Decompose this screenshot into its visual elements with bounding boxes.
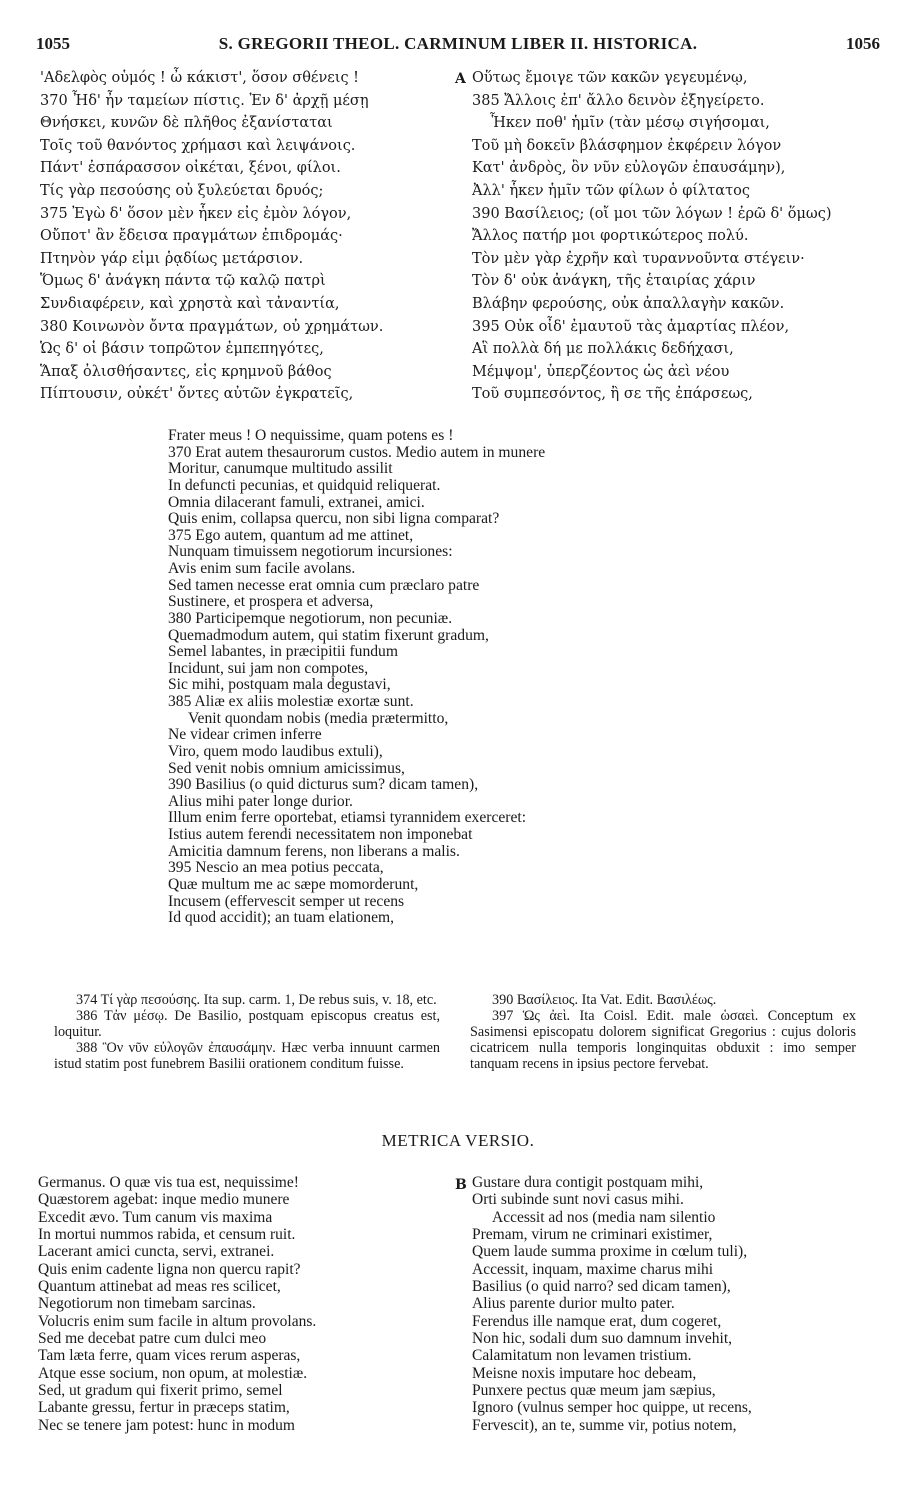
latin-line: Frater meus ! O nequissime, quam potens es ! bbox=[168, 427, 454, 444]
latin-line: Semel labantes, in præcipitii fundum bbox=[168, 643, 398, 661]
greek-text-right-column bbox=[472, 67, 832, 406]
latin-line: Istius autem ferendi necessitatem non imponebat bbox=[168, 826, 473, 843]
greek-line: Τοῦ συμπεσόντος, ἢ σε τῆς ἐπάρσεως, bbox=[472, 386, 753, 403]
latin-line: Amicitia damnum ferens, non liberans a malis. bbox=[168, 842, 460, 860]
verse-line: Atque esse socium, non opum, at molestiæ. bbox=[38, 1364, 308, 1382]
latin-line: In defuncti pecunias, et quidquid reliquerat. bbox=[168, 476, 441, 494]
greek-line: 375 Ἐγὼ δ' ὅσον μὲν ἧκεν εἰς ἐμὸν λόγον, bbox=[40, 205, 352, 222]
verse-line: Gustare dura contigit postquam mihi, bbox=[472, 1174, 704, 1191]
latin-line: 370 Erat autem thesaurorum custos. Medio autem in munere bbox=[168, 443, 546, 461]
latin-line: Incusem (effervescit semper ut recens bbox=[168, 892, 405, 910]
verse-line: Quæstorem agebat: inque medio munere bbox=[38, 1191, 290, 1209]
greek-line: Τοῖς τοῦ θανόντος χρήμασι καὶ λειψάνοις. bbox=[40, 137, 356, 154]
verse-line: Ferendus ille namque erat, dum cogeret, bbox=[472, 1312, 722, 1330]
greek-line: Οὕτως ἔμοιγε τῶν κακῶν γεγευμένῳ, bbox=[472, 70, 748, 86]
latin-line: Sed tamen necesse erat omnia cum præclaro patre bbox=[168, 576, 480, 594]
greek-line: Τοῦ μὴ δοκεῖν βλάσφημον ἐκφέρειν λόγον bbox=[472, 137, 782, 154]
latin-line: 385 Aliæ ex aliis molestiæ exortæ sunt. bbox=[168, 693, 414, 710]
greek-line: Ἧκεν ποθ' ἡμῖν (τὰν μέσῳ σιγήσομαι, bbox=[490, 115, 770, 132]
latin-line: Moritur, canumque multitudo assilit bbox=[168, 460, 393, 478]
verse-line: Accessit, inquam, maxime charus mihi bbox=[472, 1260, 714, 1278]
latin-line: Quis enim, collapsa quercu, non sibi ligna comparat? bbox=[168, 510, 500, 528]
latin-line: Sic mihi, postquam mala degustavi, bbox=[168, 676, 391, 694]
latin-line: Sed venit nobis omnium amicissimus, bbox=[168, 759, 405, 777]
verse-line: Volucris enim sum facile in altum provolans. bbox=[38, 1312, 317, 1330]
verse-line: Orti subinde sunt novi casus mihi. bbox=[472, 1191, 684, 1209]
greek-text-left-column bbox=[40, 67, 383, 406]
metrical-version-right bbox=[472, 1174, 752, 1434]
verse-line: Nec se tenere jam potest: hunc in modum bbox=[38, 1416, 295, 1434]
column-marker-b: B bbox=[455, 1177, 467, 1193]
footnote: 386 Τἀν μέσῳ. De Basilio, postquam episcopus creatus est, loquitur. bbox=[54, 1008, 440, 1040]
greek-line: 395 Οὐκ οἶδ' ἐμαυτοῦ τὰς ἁμαρτίας πλέον, bbox=[472, 318, 790, 335]
greek-line: Τὸν μὲν γὰρ ἐχρῆν καὶ τυραννοῦντα στέγειν· bbox=[472, 250, 805, 267]
section-title: METRICA VERSIO. bbox=[381, 1131, 535, 1150]
latin-line: 390 Basilius (o quid dicturus sum? dicam tamen), bbox=[168, 776, 479, 794]
latin-line: Venit quondam nobis (media prætermitto, bbox=[188, 709, 449, 727]
verse-line: Calamitatum non levamen tristium. bbox=[472, 1347, 692, 1365]
column-marker-a: A bbox=[455, 71, 466, 87]
verse-line: Basilius (o quid narro? sed dicam tamen), bbox=[472, 1277, 731, 1295]
latin-line: Quæ multum me ac sæpe momorderunt, bbox=[168, 875, 419, 893]
greek-line: Βλάβην φερούσης, οὐκ ἀπαλλαγὴν κακῶν. bbox=[472, 295, 785, 312]
greek-line: Ἀλλ' ἧκεν ἡμῖν τῶν φίλων ὁ φίλτατος bbox=[472, 182, 750, 199]
footnote: 388 Ὃν νῦν εὐλογῶν ἐπαυσάμην. Hæc verba innuunt carmen istud statim post funebrem Basilii orationem conditum fuisse. bbox=[54, 1040, 440, 1072]
latin-line: Nunquam timuissem negotiorum incursiones: bbox=[168, 543, 453, 561]
verse-line: Non hic, sodali dum suo damnum invehit, bbox=[472, 1329, 733, 1347]
verse-line: Alius parente durior multo pater. bbox=[472, 1295, 675, 1313]
verse-line: Ignoro (vulnus semper hoc quippe, ut recens, bbox=[472, 1399, 752, 1417]
latin-line: 380 Participemque negotiorum, non pecuniæ. bbox=[168, 609, 453, 627]
latin-line: Id quod accidit); an tuam elationem, bbox=[168, 909, 395, 927]
verse-line: Accessit ad nos (media nam silentio bbox=[492, 1208, 716, 1226]
verse-line: Sed me decebat patre cum dulci meo bbox=[38, 1329, 267, 1347]
greek-line: Ἅπαξ ὀλισθήσαντες, εἰς κρημνοῦ βάθος bbox=[40, 363, 332, 380]
verse-line: Labante gressu, fertur in præceps statim, bbox=[38, 1399, 290, 1417]
metrical-version-left bbox=[38, 1174, 316, 1434]
verse-line: Quantum attinebat ad meas res scilicet, bbox=[38, 1277, 281, 1295]
latin-line: Illum enim ferre oportebat, etiamsi tyrannidem exerceret: bbox=[168, 809, 527, 827]
latin-line: Sustinere, et prospera et adversa, bbox=[168, 593, 374, 611]
latin-line: Alius mihi pater longe durior. bbox=[168, 792, 353, 810]
latin-line: Quemadmodum autem, qui statim fixerunt gradum, bbox=[168, 626, 489, 644]
greek-line: Κατ' ἀνδρὸς, ὃν νῦν εὐλογῶν ἐπαυσάμην), bbox=[472, 160, 786, 177]
verse-line: In mortui nummos rabida, et censum ruit. bbox=[38, 1225, 296, 1243]
greek-line: 'Αδελφὸς οὑμός ! ὦ κάκιστ', ὅσον σθένεις ! bbox=[40, 70, 360, 86]
greek-line: Πίπτουσιν, οὐκέτ' ὄντες αὐτῶν ἐγκρατεῖς, bbox=[40, 386, 354, 403]
latin-line: 395 Nescio an mea potius peccata, bbox=[168, 859, 384, 877]
left-page-number: 1055 bbox=[36, 34, 70, 53]
verse-line: Fervescit), an te, summe vir, potius notem, bbox=[472, 1416, 737, 1434]
greek-line: Συνδιαφέρειν, καὶ χρηστὰ καὶ τἀναντία, bbox=[40, 295, 340, 312]
right-page-number: 1056 bbox=[846, 34, 880, 53]
greek-line: Τίς γὰρ πεσούσης οὐ ξυλεύεται δρυός; bbox=[40, 182, 324, 199]
running-title: S. GREGORII THEOL. CARMINUM LIBER II. HISTORICA. bbox=[218, 34, 698, 53]
verse-line: Tam læta ferre, quam vices rerum asperas, bbox=[38, 1347, 301, 1365]
latin-line: Avis enim sum facile avolans. bbox=[168, 560, 356, 577]
greek-line: Οὔποτ' ἂν ἔδεισα πραγμάτων ἐπιδρομάς· bbox=[40, 228, 343, 245]
verse-line: Negotiorum non timebam sarcinas. bbox=[38, 1295, 256, 1313]
greek-line: Τὸν δ' οὐκ ἀνάγκη, τῆς ἑταιρίας χάριν bbox=[472, 273, 756, 290]
greek-line: Ἄλλος πατήρ μοι φορτικώτερος πολύ. bbox=[472, 228, 749, 245]
verse-line: Lacerant amici cuncta, servi, extranei. bbox=[38, 1243, 275, 1261]
latin-line: Viro, quem modo laudibus extuli), bbox=[168, 742, 383, 760]
verse-line: Punxere pectus quæ meum jam sæpius, bbox=[472, 1381, 716, 1399]
running-header bbox=[36, 34, 880, 56]
footnotes-left bbox=[54, 992, 440, 1072]
greek-line: 370 Ἦδ' ἦν ταμείων πίστις. Ἐν δ' ἀρχῇ μέσῃ bbox=[40, 92, 369, 109]
greek-line: Πάντ' ἐσπάρασσον οἰκέται, ξένοι, φίλοι. bbox=[40, 160, 341, 177]
greek-line: 385 Ἄλλοις ἐπ' ἄλλο δεινὸν ἐξηγείρετο. bbox=[472, 92, 765, 109]
footnote: 374 Τί γὰρ πεσούσης. Ita sup. carm. 1, De rebus suis, v. 18, etc. bbox=[76, 992, 437, 1008]
latin-line: Omnia dilacerant famuli, extranei, amici. bbox=[168, 493, 425, 511]
greek-line: Ὅμως δ' ἀνάγκη πάντα τῷ καλῷ πατρὶ bbox=[40, 273, 326, 290]
footnote: 397 Ὡς ἀεὶ. Ita Coisl. Edit. male ὡσαεὶ. Conceptum ex Sasimensi episcopatu dolorem significat Gregorius : cujus doloris cicatricem nulla temporis longinquitas obduxit : imo semper tanquam recens in ipsius pectore fervebat. bbox=[470, 1008, 856, 1072]
verse-line: Premam, virum ne criminari existimer, bbox=[472, 1225, 713, 1243]
verse-line: Quem laude summa proxime in cœlum tuli), bbox=[472, 1243, 748, 1261]
greek-line: Θνήσκει, κυνῶν δὲ πλῆθος ἐξανίσταται bbox=[40, 115, 333, 132]
latin-prose-translation bbox=[168, 428, 545, 927]
footnote: 390 Βασίλειος. Ita Vat. Edit. Βασιλέως. bbox=[492, 992, 717, 1008]
latin-line: 375 Ego autem, quantum ad me attinet, bbox=[168, 526, 414, 544]
latin-line: Incidunt, sui jam non compotes, bbox=[168, 659, 369, 677]
greek-line: 390 Βασίλειος; (οἴ μοι τῶν λόγων ! ἐρῶ δ' ὅμως) bbox=[472, 205, 832, 222]
greek-line: 380 Κοινωνὸν ὄντα πραγμάτων, οὐ χρημάτων. bbox=[40, 318, 384, 335]
greek-line: Αἳ πολλὰ δή με πολλάκις δεδήχασι, bbox=[472, 341, 734, 358]
verse-line: Germanus. O quæ vis tua est, nequissime! bbox=[38, 1174, 299, 1191]
greek-line: Μέμψομ', ὑπερζέοντος ὡς ἀεὶ νέου bbox=[472, 363, 730, 380]
greek-line: Πτηνὸν γάρ εἰμι ῥᾳδίως μετάρσιον. bbox=[40, 250, 304, 267]
verse-line: Excedit ævo. Tum canum vis maxima bbox=[38, 1208, 273, 1226]
verse-line: Meisne noxis imputare hoc debeam, bbox=[472, 1364, 697, 1382]
verse-line: Sed, ut gradum qui fixerit primo, semel bbox=[38, 1381, 283, 1399]
footnotes-right bbox=[470, 992, 856, 1072]
greek-line: Ὡς δ' οἱ βάσιν τοπρῶτον ἐμπεπηγότες, bbox=[40, 341, 324, 358]
latin-line: Ne videar crimen inferre bbox=[168, 726, 322, 744]
verse-line: Quis enim cadente ligna non quercu rapit? bbox=[38, 1260, 301, 1278]
